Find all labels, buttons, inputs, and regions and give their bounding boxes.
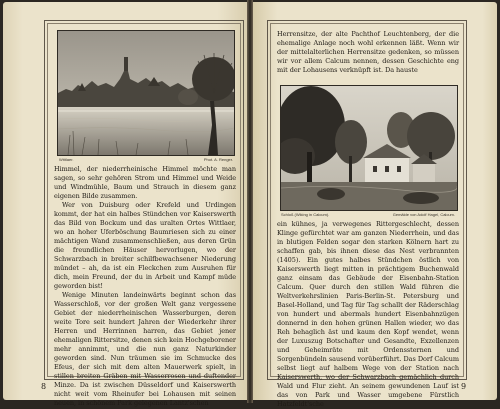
right-photo-caption-place: Schloß (Wiking in Calcum). <box>281 212 330 217</box>
right-top-paragraph: Herrensitze, der alte Pachthof Leuchtenberg, der die ehemalige Anlage noch wohl erkennen läßt. Wenn wir der mittelalterlichen Herrensitze gedenken, so müssen wir vor allem Calcum nennen, dessen Geschichte eng mit der Lohausens verknüpft ist. Da hauste <box>277 30 459 74</box>
castle-garden-photo <box>281 86 457 210</box>
page-number-right: 9 <box>461 382 467 391</box>
right-paragraph: ein kühnes, ja verwegenes Rittergeschlecht, dessen Klinge gefürchtet war am ganzen Niederrhein, und das in blutigen Felden sogar den starken Kölnern hart zu schaffen gab, bis ihnen diese das Nest verbrannten (1405). Ein gutes halbes Stündchen östlich von Kaiserswerth liegt mitten in prächtigem Buchenwald ganz einsam das Gebäude der Eisenbahn-Station Calcum. Quer durch den stillen Wald führen die Weltverkehrslinien Paris-Berlin-St. Petersburg und Basel-Holland, und Tag für Tag schallt der Räderschlag von hundert und abermals hundert Eisenbahnzügen donnernd in den hohen grünen Hallen wieder, wo das Reh behaglich äst und kaum den Kopf wendet, wenn der Luxuszug Botschafter und Gesandte, Exzellenzen und Geheimräte mit Ordenssternen und Sorgenbündeln sausend vorüberführt. Das Dorf Calcum selbst liegt auf halbem Wege von der Station nach Kaiserswerth, wo der Schwarzbach gemächlich durch Wald und Flur zieht. An seinem gewundenen Lauf ist das von Park und Wasser umgebene Fürstlich Hatzfeldt'sche <box>277 220 459 408</box>
right-page <box>253 2 497 408</box>
right-photo-caption-credit: Gemälde von Adolf Hagel, Calcum. <box>392 212 455 217</box>
village-river-photo <box>58 31 234 155</box>
right-photo <box>280 85 458 211</box>
left-page <box>3 2 247 407</box>
left-body-text <box>54 165 236 408</box>
left-paragraph: Himmel, der niederrheinische Himmel möchte man sagen, so sehr gehören Strom und Himmel und Weide und Windmühle, Baum und Strauch in diesem ganz eigenen Bilde zusammen. <box>54 165 236 200</box>
left-photo <box>57 30 235 156</box>
left-paragraph: Wer von Duisburg oder Krefeld und Urdingen kommt, der hat ein halbes Stündchen vor Kaiserswerth das Bild von Bockum und das uralten Ortes Wittlaer, wo an hoher Uferböschung Baumriesen sich zu einer mächtigen Wand zusammenschließen, aus deren Grün die freundlichen Häuser hervorlugen, wo der Schwarzbach in breiter schilfbewachsener Niederung mündet – ah, da ist ein Fleckchen zum Ausruhen für dich, mein Freund, der du in Arbeit und Kampf müde geworden bist! <box>54 201 236 290</box>
left-photo-caption-place: Wittlaer. <box>59 157 74 162</box>
right-top-text <box>277 30 459 75</box>
right-body-text <box>277 220 459 409</box>
left-paragraph: Wenige Minuten landeinwärts beginnt schon das Wasserschloß, vor der großen Welt ganz vergessene Gebiet der niederrheinischen Wasserburgen, deren weite Tore seit hundert Jahren der Wiederkehr ihrer Herren und Herrinnen harren, das Gebiet jener ehemaligen Rittersitze, denen sich kein Hochgeborener mehr annimmt, und die nun ganz Naturkinder geworden sind. Nun träumen sie im Schmucke des Efeus, der sich mit dem alten Mauerwerk spielt, in stillen breiten Gräben mit Wasserrosen und duftender Minze. Da ist zwischen Düsseldorf und Kaiserswerth nicht weit vom Rheinufer bei Lohausen mit seinen neuen, in schönem Park gelegenen Lantz'schen <box>54 291 236 407</box>
left-photo-caption-credit: Phot. A. Renger. <box>203 157 233 162</box>
page-number-left: 8 <box>41 382 47 391</box>
